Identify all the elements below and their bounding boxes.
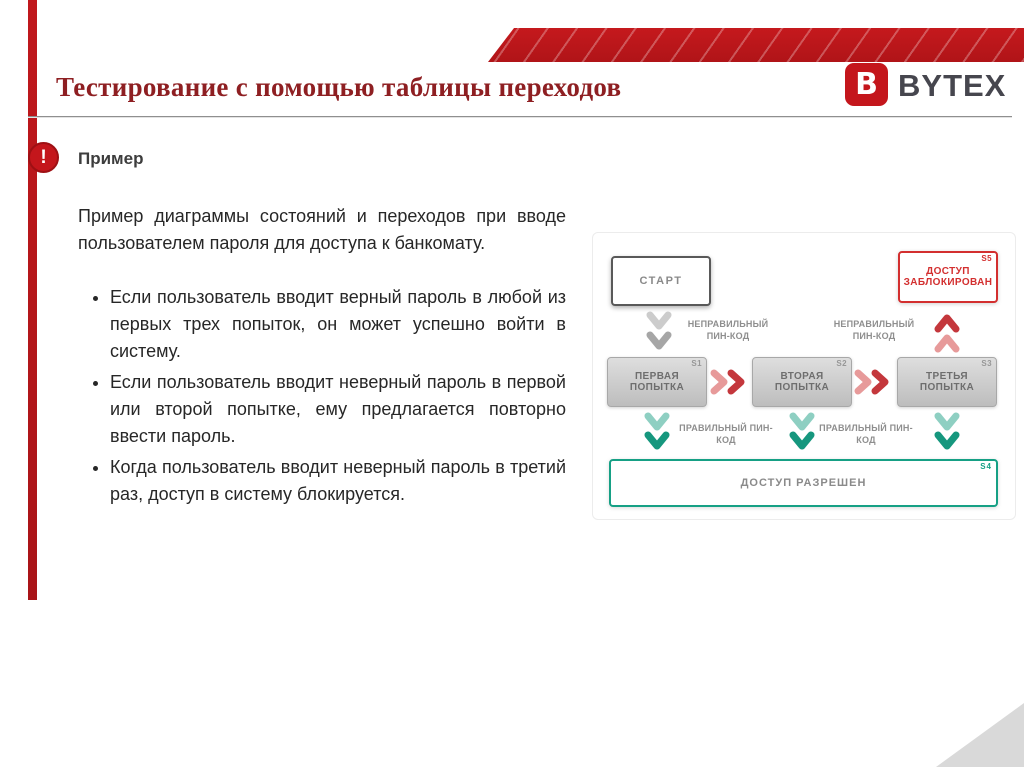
bullet-item: • Если пользователь вводит неверный пароль в первой или второй попытке, ему предлагается повторно ввести пароль. [110,369,566,450]
state-tag: S1 [691,359,702,368]
example-content [78,203,566,512]
state-node-label: ДОСТУП ЗАБЛОКИРОВАН [903,266,993,288]
bullet-item: • Когда пользователь вводит неверный пароль в третий раз, доступ в систему блокируется. [110,454,566,508]
state-tag: S5 [981,254,992,263]
state-node-label: СТАРТ [639,275,683,287]
bytex-logo-letter: B [855,67,878,102]
edge-label-right-pin: ПРАВИЛЬНЫЙ ПИН-КОД [819,423,913,445]
state-node-label: ВТОРАЯ ПОПЫТКА [774,371,830,393]
edge-label-right-pin: ПРАВИЛЬНЫЙ ПИН-КОД [679,423,773,445]
header-striped-band [488,28,1024,62]
state-node-label: ДОСТУП РАЗРЕШЕН [740,477,867,489]
state-tag: S2 [836,359,847,368]
arrow-third-attempt-to-blocked [933,307,961,355]
arrow-start-to-first-attempt [645,309,673,355]
page-title: Тестирование с помощью таблицы переходов [56,72,622,102]
state-node-label: ПЕРВАЯ ПОПЫТКА [629,371,685,393]
corner-decoration [936,703,1024,767]
arrow-first-to-second-attempt [707,369,752,395]
state-node-label: ТРЕТЬЯ ПОПЫТКА [919,371,975,393]
state-tag: S4 [980,462,992,471]
arrow-second-to-third-attempt [851,369,896,395]
state-tag: S3 [981,359,992,368]
state-node-third-attempt [897,357,997,407]
state-node-start [611,256,711,306]
state-node-access-blocked [898,251,998,303]
bytex-logo-text: BYTEX [898,68,1007,103]
arrow-third-attempt-to-allowed [933,411,961,455]
header-divider [28,116,1012,118]
arrow-second-attempt-to-allowed [788,411,816,455]
state-node-second-attempt [752,357,852,407]
edge-label-wrong-pin: НЕПРАВИЛЬНЫЙ ПИН-КОД [833,319,915,341]
state-node-access-allowed [609,459,998,507]
example-heading: Пример [78,149,144,168]
arrow-first-attempt-to-allowed [643,411,671,455]
example-intro-paragraph: Пример диаграммы состояний и переходов при вводе пользователем пароля для доступа к банкомату. [78,206,566,253]
example-bullet-list [78,284,566,508]
exclamation-glyph: ! [40,146,47,168]
edge-label-wrong-pin: НЕПРАВИЛЬНЫЙ ПИН-КОД [687,319,769,341]
bullet-item: • Если пользователь вводит верный пароль в любой из первых трех попыток, он может успешно войти в систему. [110,284,566,365]
state-transition-diagram [592,232,1016,520]
left-accent-stripe [28,0,37,600]
bytex-logo-icon [845,63,888,106]
state-node-first-attempt [607,357,707,407]
exclamation-icon [28,142,59,173]
